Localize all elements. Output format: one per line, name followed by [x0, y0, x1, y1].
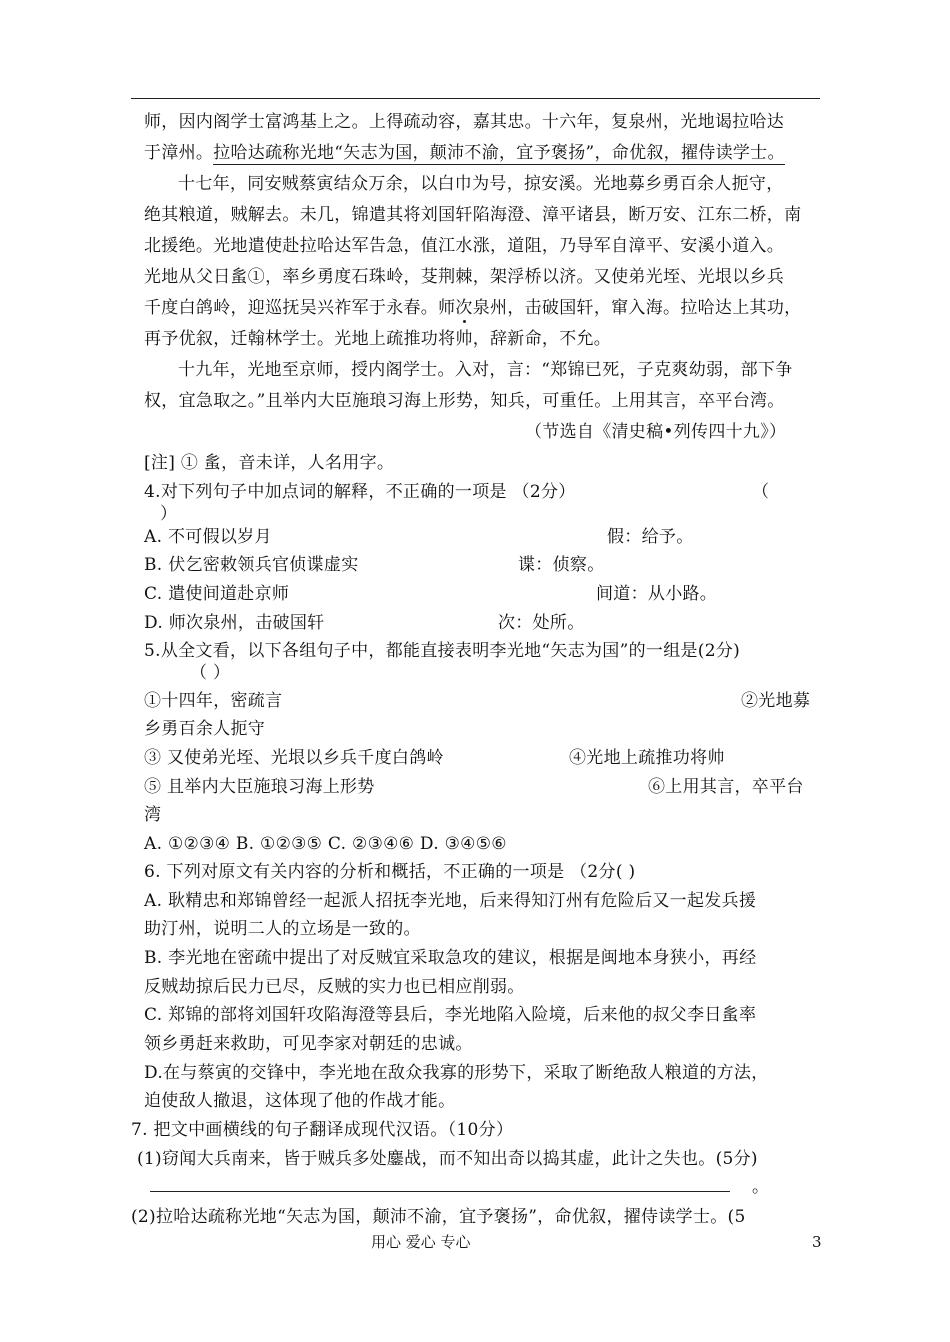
q6-option-d: D.在与蔡寅的交锋中，李光地在敌众我寡的形势下，采取了断绝敌人粮道的方法，	[144, 1063, 769, 1083]
passage-line: 再予优叙，迁翰林学士。光地上疏推功将帅，辞新命，不允。	[144, 329, 612, 349]
page-number: 3	[812, 1233, 822, 1251]
q6-option-a: A. 耿精忠和郑锦曾经一起派人招抚李光地，后来得知汀州有危险后又一起发兵援	[144, 891, 757, 911]
passage-line: 光地从父日蚃①，率乡勇度石珠岭，芟荆棘，架浮桥以济。又使弟光垤、光垠以乡兵	[144, 267, 785, 287]
q6-option-b: B. 李光地在密疏中提出了对反贼宜采取急攻的建议，根据是闽地本身狭小，再经	[144, 948, 757, 968]
q5-item-3: ③ 又使弟光垤、光垠以乡兵千度白鸽岭	[144, 748, 444, 768]
passage-line	[144, 142, 785, 164]
q6-option-b-cont: 反贼劫掠后民力已尽，反贼的实力也已相应削弱。	[144, 977, 525, 997]
passage-text: 泉州，击破国轩，窜入海。拉哈达上其功，	[472, 298, 802, 318]
q6-option-a-cont: 助汀州，说明二人的立场是一致的。	[144, 919, 421, 939]
underlined-sentence: 拉哈达疏称光地“矢志为国，颠沛不渝，宜予褒扬”，命优叙，擢侍读学士。	[213, 143, 785, 163]
q4-option-c-gloss: 间道：从小路。	[596, 584, 718, 604]
q4-option-c: C. 遣使间道赴京师	[144, 584, 290, 604]
answer-paren-close: ）	[160, 504, 178, 524]
q4-option-b: B. 伏乞密敕领兵官侦谍虚实	[144, 555, 359, 575]
q5-item-4: ④光地上疏推功将帅	[569, 748, 725, 768]
passage-line: 权，宜急取之。”且举内大臣施琅习海上形势，知兵，可重任。上用其言，卒平台湾。	[144, 391, 785, 411]
q6-option-c-cont: 领乡勇赶来救助，可见李家对朝廷的忠诚。	[144, 1034, 473, 1054]
footer-motto: 用心 爱心 专心	[371, 1233, 471, 1251]
q7-sentence-1: (1)窃闻大兵南来，皆于贼兵多处鏖战，而不知出奇以捣其虚，此计之失也。(5分)	[137, 1149, 758, 1169]
passage-line: 北援绝。光地遣使赴拉哈达军告急，值江水涨，道阻，乃导军自漳平、安溪小道入。	[144, 236, 785, 256]
q7-sentence-2: (2)拉哈达疏称光地“矢志为国，颠沛不渝，宜予褒扬”，命优叙，擢侍读学士。(5	[131, 1207, 746, 1227]
q4-option-d-gloss: 次：处所。	[498, 613, 585, 633]
q4-option-a: A. 不可假以岁月	[144, 527, 272, 547]
q4-option-d: D. 师次泉州，击破国轩	[144, 613, 325, 633]
q5-item-2: ②光地募	[741, 691, 811, 711]
q5-item-6-cont: 湾	[144, 805, 162, 825]
answer-blank-line[interactable]	[150, 1191, 730, 1192]
q5-item-2-cont: 乡勇百余人扼守	[144, 719, 266, 739]
q6-option-d-cont: 迫使敌人撤退，这体现了他的作战才能。	[144, 1091, 456, 1111]
q5-item-5: ⑤ 且举内大臣施琅习海上形势	[144, 777, 375, 797]
passage-text: 千度白鸽岭，迎巡抚吴兴祚军于永春。师	[144, 298, 456, 318]
passage-line: 绝其粮道，贼解去。未几，锦遣其将刘国轩陷海澄、漳平诸县，断万安、江东二桥，南	[144, 205, 802, 225]
passage-line	[144, 297, 801, 319]
q4-option-a-gloss: 假：给予。	[607, 527, 694, 547]
q5-item-6: ⑥上用其言，卒平台	[648, 777, 804, 797]
q6-option-c: C. 郑锦的部将刘国轩攻陷海澄等县后，李光地陷入险境，后来他的叔父李日蚃率	[144, 1005, 757, 1025]
question-6-stem: 6. 下列对原文有关内容的分析和概括，不正确的一项是 （2分( )	[144, 862, 636, 882]
dotted-word: 次	[455, 298, 473, 318]
answer-paren-open: （	[752, 482, 770, 502]
question-4-stem: 4.对下列句子中加点词的解释，不正确的一项是 （2分）	[144, 482, 576, 502]
question-5-stem: 5.从全文看，以下各组句子中，都能直接表明李光地“矢志为国”的一组是(2分)	[144, 641, 741, 661]
footnote: [注] ① 蚃，音未详，人名用字。	[144, 453, 395, 473]
passage-text: 于漳州。	[144, 143, 214, 163]
passage-line: 十七年，同安贼蔡寅结众万余，以白巾为号，掠安溪。光地募乡勇百余人扼守，	[178, 174, 784, 194]
passage-line: 师，因内阁学士富鸿基上之。上得疏动容，嘉其忠。十六年，复泉州，光地谒拉哈达	[144, 112, 785, 132]
source-citation: （节选自《清史稿•列传四十九》）	[525, 422, 787, 442]
q5-item-1: ①十四年，密疏言	[144, 691, 283, 711]
answer-line-end: 。	[752, 1177, 770, 1197]
passage-line: 十九年，光地至京师，授内阁学士。入对，言：“郑锦已死，子克爽幼弱，部下争	[178, 360, 793, 380]
answer-paren: （ ）	[190, 663, 231, 683]
header-rule	[131, 98, 820, 99]
question-7-stem: 7. 把文中画横线的句子翻译成现代汉语。（10分）	[131, 1120, 514, 1140]
q5-choices: A. ①②③④ B. ①②③⑤ C. ②③④⑥ D. ③④⑤⑥	[144, 834, 507, 854]
q4-option-b-gloss: 谍：侦察。	[518, 555, 605, 575]
